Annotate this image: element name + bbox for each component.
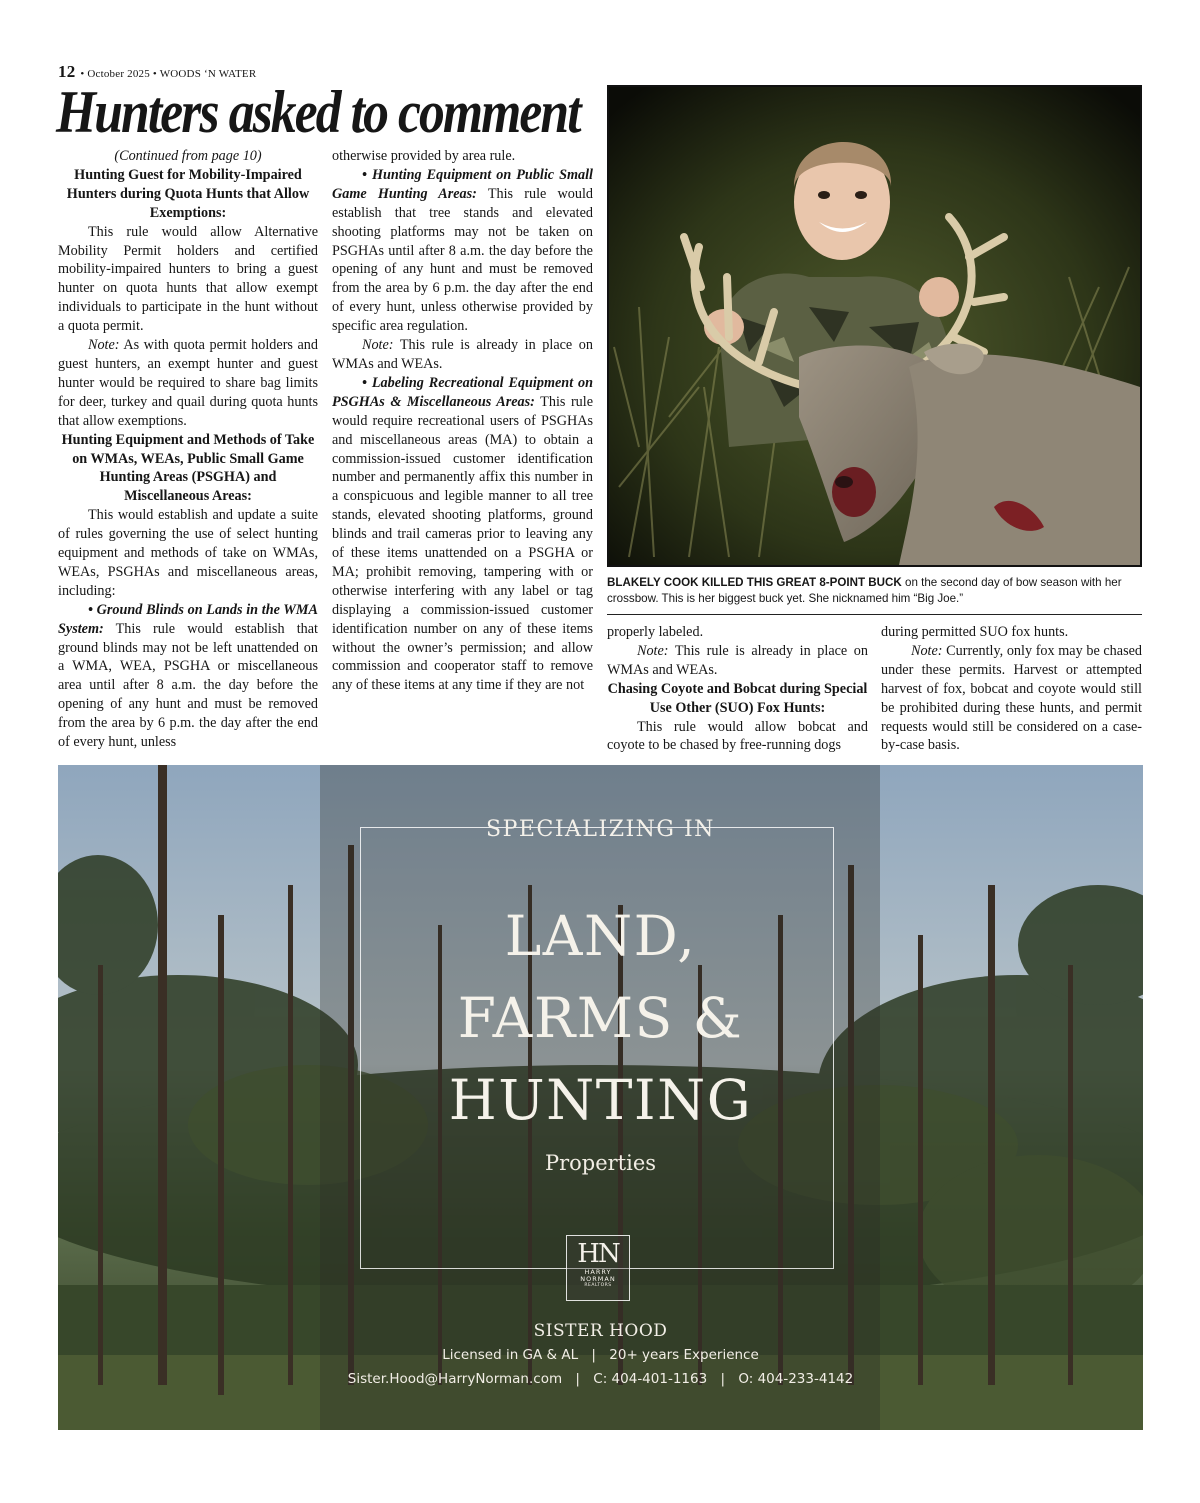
photo-caption [607,575,1147,607]
photo-illustration [609,87,1140,565]
paragraph: This rule would allow Alternative Mobility Permit holders and certified mobility-impaired hunters to bring a guest hunter on quota hunts that allow exempt individuals to participate in the hunt without a quota permit. [58,223,318,335]
note-text: Currently, only fox may be chased under these permits. Harvest or attempted harvest of fox, bobcat and coyote would still be prohibited during these hunts, and permit requests would still be considered on a case-by-case basis. [881,642,1142,754]
article-column-1 [58,147,318,752]
caption-rule [607,614,1142,615]
article-column-3 [607,623,868,755]
license-line [58,1347,1143,1363]
note-label: Note: [362,337,394,354]
logo-monogram: HN [577,1239,619,1269]
page-number: 12 [58,62,76,81]
folio-text: • October 2025 • WOODS ‘N WATER [80,68,257,80]
real-estate-ad [58,765,1143,1430]
paragraph: otherwise provided by area rule. [332,148,516,164]
note-paragraph [332,336,593,374]
bullet-text: This rule would require recreational users of PSGHAs and miscellaneous areas (MA) to obtain a commission-issued customer identification number and permanently affix this number in a conspicuous and legible manner to all tree stands, elevated shooting platforms, ground blinds and trail cameras prior to leaving any of these items unattended on a PSGHA or MA; prohibit removing, tampering with or otherwise interfering with any label or tag displaying a commission-issued customer identification number on any of these items without the owner’s permission; and allow commission and cooperator staff to remove any of these items at any time if they are not [332,393,593,694]
paragraph: This rule would allow bobcat and coyote to be chased by free-running dogs [607,718,868,754]
note-paragraph [881,642,1142,755]
licensed-text: Licensed in GA & AL [442,1347,579,1363]
specializing-label: SPECIALIZING IN [486,817,715,842]
bullet-label: • Labeling Recreational Equipment on PSGHAs & Miscellaneous Areas: [332,374,593,410]
note-paragraph [58,336,318,431]
paragraph: properly labeled. [607,624,704,640]
bullet-paragraph [332,166,593,336]
subhead-hunting-equipment: Hunting Equipment and Methods of Take on WMAs, WEAs, Public Small Game Hunting Areas (PSGHA) and Miscellaneous Areas: [61,431,315,505]
caption-text: on the second day of bow season with her crossbow. This is her biggest buck yet. She nicknamed him “Big Joe.” [607,576,1122,605]
logo-realtors: REALTORS [584,1283,612,1288]
note-text: This rule is already in place on WMAs and WEAs. [607,642,868,678]
title-line-2: FARMS & [457,986,744,1050]
article-column-4 [881,623,1142,755]
note-text: This rule is already in place on WMAs and WEAs. [332,337,593,372]
separator: | [591,1347,596,1363]
bullet-label: • Ground Blinds on Lands in the WMA System: [58,601,318,637]
logo-name-2: NORMAN [580,1275,616,1283]
continued-note: (Continued from page 10) [114,148,262,164]
separator: | [720,1371,726,1387]
note-paragraph [607,642,868,680]
office-phone[interactable]: O: 404-233-4142 [738,1371,854,1387]
paragraph: This would establish and update a suite of rules governing the use of select hunting equipment and methods of take on WMAs, WEAs, PSGHAs and miscellaneous areas, including: [58,507,318,599]
buck-photo [607,85,1142,567]
title-line-1: LAND, [504,904,697,968]
ad-title [58,895,1143,1141]
ad-specializing-text [58,817,1143,842]
article-column-2 [332,147,593,695]
bullet-text: This rule would establish that ground blinds may not be left unattended on a WMA, WEA, PSGHA or miscellaneous area until after 8 a.m. the day before the opening of any hunt and must be removed from the area by 6 p.m. the day after the end of every hunt, unless [58,620,318,751]
bullet-paragraph [332,374,593,695]
caption-lead: BLAKELY COOK KILLED THIS GREAT 8-POINT BUCK [607,576,902,589]
harry-norman-logo [566,1235,630,1301]
logo-name-1: HARRY [584,1268,612,1276]
note-text: As with quota permit holders and guest hunters, an exempt hunter and guest hunter would be required to share bag limits for deer, turkey and quail during quota hunts that allow exemptions. [58,337,318,429]
subhead-hunting-guest: Hunting Guest for Mobility-Impaired Hunters during Quota Hunts that Allow Exemptions: [66,166,310,221]
note-label: Note: [637,642,669,659]
note-label: Note: [88,337,120,354]
bullet-text: This rule would establish that tree stands and elevated shooting platforms may not be taken on PSGHAs until after 8 a.m. the day before the opening of any hunt and must be removed from the area by 6 p.m. the day after the end of every hunt, unless otherwise provided by specific area regulation. [332,185,593,335]
separator: | [575,1371,580,1387]
bullet-label: • Hunting Equipment on Public Small Game Hunting Areas: [332,166,593,202]
experience-text: 20+ years Experience [609,1347,759,1363]
agent-name: SISTER HOOD [533,1321,668,1341]
subhead-chasing-coyote: Chasing Coyote and Bobcat during Special Use Other (SUO) Fox Hunts: [607,680,868,716]
note-label: Note: [911,642,943,659]
ad-properties: Properties [544,1151,657,1175]
bullet-paragraph [58,601,318,752]
email-link[interactable]: Sister.Hood@HarryNorman.com [347,1371,563,1387]
cell-phone[interactable]: C: 404-401-1163 [593,1371,708,1387]
title-line-3: HUNTING [448,1068,753,1132]
contact-line [58,1371,1143,1387]
article-headline: Hunters asked to comment [56,79,580,145]
paragraph: during permitted SUO fox hunts. [881,624,1069,640]
